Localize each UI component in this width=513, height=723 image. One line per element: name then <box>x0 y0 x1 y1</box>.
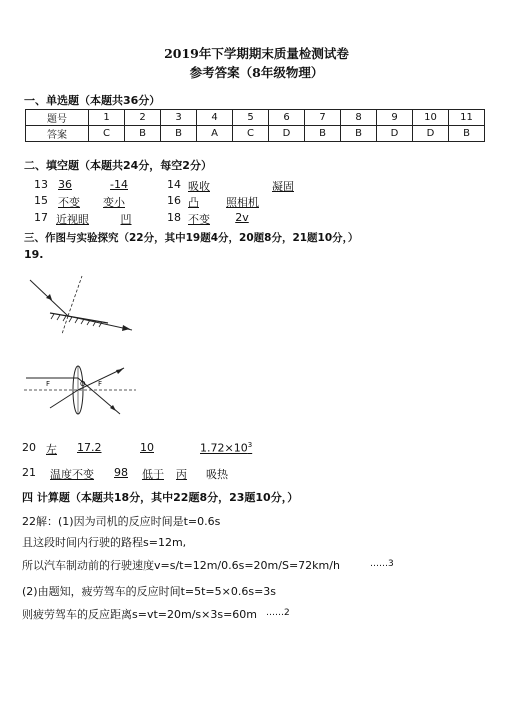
q13-answer-b: -14 <box>110 178 128 191</box>
q20-answer-d-base: 1.72×10 <box>200 441 248 455</box>
q15-answer-a: 不变 <box>58 196 80 209</box>
q20-answer-a: 左 <box>46 443 57 456</box>
q19-label: 19. <box>24 248 44 261</box>
q20-answer-c: 10 <box>140 441 154 454</box>
section4-heading: 四 计算题（本题共18分，其中22题8分，23题10分，） <box>22 491 299 504</box>
q13-number: 13 <box>34 178 48 191</box>
reflection-diagram <box>20 268 140 348</box>
table-cell: B <box>305 126 341 142</box>
table-cell: B <box>341 126 377 142</box>
section2-heading: 二、填空题（本题共24分，每空2分） <box>24 159 212 172</box>
lens-diagram <box>20 362 140 432</box>
table-cell: 10 <box>413 110 449 126</box>
q20-answer-d-exponent: 3 <box>247 441 253 449</box>
table-cell: B <box>125 126 161 142</box>
solution-line-2: 且这段时间内行驶的路程s=12m, <box>22 536 187 549</box>
q16-number: 16 <box>167 194 181 207</box>
q21-answer-c: 低于 <box>142 468 164 481</box>
solution-line-5: 则疲劳驾车的反应距离s=vt=20m/s×3s=60m <box>22 608 258 621</box>
solution-line-4: (2)由题知，疲劳驾车的反应时间t=5t=5×0.6s=3s <box>22 585 277 598</box>
table-header-cell: 答案 <box>26 126 89 142</box>
q14-number: 14 <box>167 178 181 191</box>
section1-heading: 一、单选题（本题共36分） <box>24 94 161 107</box>
q21-answer-e: 吸热 <box>206 468 228 481</box>
page-subtitle: 参考答案（8年级物理） <box>189 65 324 80</box>
table-row <box>26 110 485 126</box>
lens-label-o: O <box>80 380 86 388</box>
score-mark-2: ……2 <box>266 608 290 618</box>
q14-answer-b: 凝固 <box>272 180 294 193</box>
table-cell: 1 <box>89 110 125 126</box>
q20-answer-d <box>200 441 252 455</box>
table-cell: 3 <box>161 110 197 126</box>
q17-answer-b: 凹 <box>120 213 132 226</box>
table-cell: D <box>413 126 449 142</box>
q21-answer-d: 丙 <box>176 468 187 481</box>
answer-table <box>25 109 485 142</box>
table-cell: 11 <box>449 110 485 126</box>
score-mark-3: ……3 <box>370 559 394 569</box>
table-cell: 5 <box>233 110 269 126</box>
table-cell: 4 <box>197 110 233 126</box>
lens-label-f-left: F <box>46 380 51 388</box>
table-row <box>26 126 485 142</box>
q15-number: 15 <box>34 194 48 207</box>
q18-answer-b: 2v <box>235 211 249 224</box>
q16-answer-a: 凸 <box>188 196 199 209</box>
table-cell: C <box>233 126 269 142</box>
q20-number: 20 <box>22 441 36 454</box>
lens-label-f-right: F <box>98 380 103 388</box>
solution-line-1: 22解：(1)因为司机的反应时间是t=0.6s <box>22 515 221 528</box>
q21-answer-a: 温度不变 <box>50 468 94 481</box>
q14-answer-a: 吸收 <box>188 180 210 193</box>
table-cell: 2 <box>125 110 161 126</box>
page-title: 2019年下学期期末质量检测试卷 <box>164 46 349 61</box>
table-cell: C <box>89 126 125 142</box>
q15-answer-b: 变小 <box>103 196 125 209</box>
table-cell: 7 <box>305 110 341 126</box>
q18-answer-a: 不变 <box>188 213 210 226</box>
q21-answer-b: 98 <box>114 466 128 479</box>
section3-heading: 三、作图与实验探究（22分，其中19题4分，20题8分，21题10分，） <box>24 232 359 244</box>
solution-line-3: 所以汽车制动前的行驶速度v=s/t=12m/0.6s=20m/S=72km/h <box>22 559 340 572</box>
q20-answer-b: 17.2 <box>77 441 102 454</box>
q16-answer-b: 照相机 <box>226 196 259 209</box>
q18-number: 18 <box>167 211 181 224</box>
table-cell: B <box>449 126 485 142</box>
q21-number: 21 <box>22 466 36 479</box>
q17-number: 17 <box>34 211 48 224</box>
table-cell: A <box>197 126 233 142</box>
table-cell: B <box>161 126 197 142</box>
table-cell: D <box>377 126 413 142</box>
table-header-cell: 题号 <box>26 110 89 126</box>
table-cell: 6 <box>269 110 305 126</box>
table-cell: 8 <box>341 110 377 126</box>
table-cell: D <box>269 126 305 142</box>
table-cell: 9 <box>377 110 413 126</box>
q17-answer-a: 近视眼 <box>56 213 89 226</box>
q13-answer-a: 36 <box>58 178 72 191</box>
